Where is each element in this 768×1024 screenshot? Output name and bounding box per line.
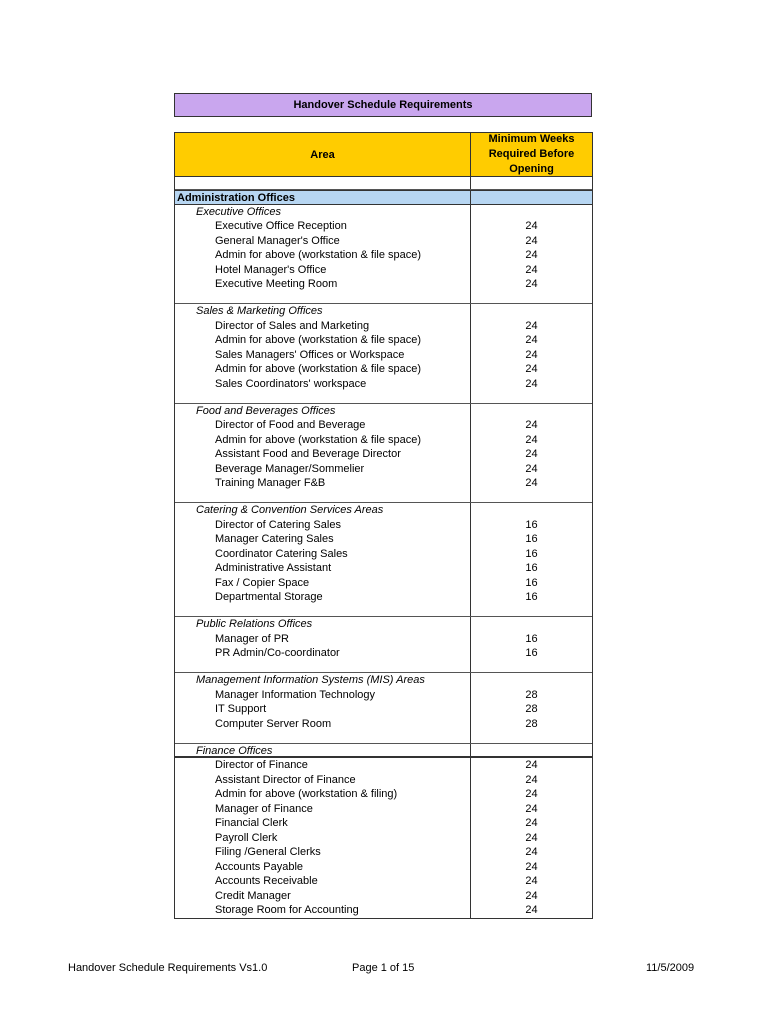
area-cell (175, 491, 471, 503)
weeks-cell (471, 191, 592, 204)
area-cell: Assistant Director of Finance (175, 773, 471, 788)
weeks-cell (471, 292, 592, 304)
weeks-cell (471, 661, 592, 673)
weeks-cell: 24 (525, 363, 538, 375)
area-cell (175, 177, 471, 189)
weeks-cell: 24 (525, 220, 538, 232)
area-cell: IT Support (175, 702, 471, 717)
table-row (175, 248, 592, 263)
area-cell: Assistant Food and Beverage Director (175, 447, 471, 462)
weeks-cell (471, 205, 592, 220)
weeks-cell: 16 (525, 647, 538, 659)
spacer-row (175, 391, 592, 404)
subsection-row (175, 404, 592, 419)
area-cell (175, 391, 471, 403)
subsection-row (175, 503, 592, 518)
table-row (175, 263, 592, 278)
weeks-cell: 16 (525, 533, 538, 545)
table-row (175, 717, 592, 732)
weeks-cell: 24 (525, 802, 538, 815)
table-row (175, 532, 592, 547)
table-row (175, 576, 592, 591)
weeks-cell: 28 (525, 717, 538, 730)
area-cell: Fax / Copier Space (175, 576, 471, 591)
area-cell: Credit Manager (175, 889, 471, 904)
weeks-cell (471, 304, 592, 319)
area-cell: Executive Meeting Room (175, 277, 471, 292)
table-row (175, 462, 592, 477)
subsection-row (175, 673, 592, 688)
table-row (175, 816, 592, 831)
weeks-cell: 24 (525, 846, 538, 858)
area-cell: Coordinator Catering Sales (175, 547, 471, 562)
area-cell: Director of Finance (175, 758, 471, 773)
table-row (175, 688, 592, 703)
table-row (175, 860, 592, 875)
area-cell: Manager Catering Sales (175, 532, 471, 547)
weeks-cell: 24 (525, 419, 538, 431)
table-row (175, 547, 592, 562)
table-row (175, 632, 592, 647)
table-row (175, 802, 592, 817)
section-row (175, 190, 592, 205)
area-cell: Administration Offices (175, 191, 471, 204)
table-row (175, 831, 592, 846)
weeks-cell: 24 (525, 377, 538, 390)
table-row (175, 702, 592, 717)
weeks-cell (471, 744, 592, 757)
table-row (175, 773, 592, 788)
table-row (175, 889, 592, 904)
weeks-cell: 16 (525, 547, 538, 560)
area-cell: Director of Food and Beverage (175, 418, 471, 433)
table-row (175, 561, 592, 576)
weeks-cell: 24 (525, 773, 538, 786)
footer-date: 11/5/2009 (646, 962, 695, 974)
weeks-cell: 24 (525, 234, 538, 247)
area-cell: General Manager's Office (175, 234, 471, 249)
weeks-cell (471, 404, 592, 419)
area-cell: Manager Information Technology (175, 688, 471, 703)
weeks-cell: 24 (525, 348, 538, 361)
weeks-cell (471, 731, 592, 743)
table-row (175, 277, 592, 292)
area-cell: Accounts Receivable (175, 874, 471, 889)
spacer-row (175, 292, 592, 305)
area-cell: Storage Room for Accounting (175, 903, 471, 918)
table-row (175, 348, 592, 363)
area-cell (175, 731, 471, 743)
area-cell (175, 292, 471, 304)
table-row (175, 333, 592, 348)
spacer-row (175, 661, 592, 674)
table-row (175, 903, 592, 918)
weeks-cell: 24 (525, 477, 538, 489)
area-cell: Finance Offices (175, 744, 471, 757)
area-cell: Payroll Clerk (175, 831, 471, 846)
weeks-cell: 24 (525, 319, 538, 332)
table-row (175, 418, 592, 433)
area-cell: Manager of PR (175, 632, 471, 647)
spacer-row (175, 491, 592, 504)
area-cell: Admin for above (workstation & filing) (175, 787, 471, 802)
table-row (175, 377, 592, 392)
area-cell (175, 661, 471, 673)
weeks-cell: 24 (525, 788, 538, 800)
area-cell: Admin for above (workstation & file space) (175, 362, 471, 377)
weeks-cell: 24 (525, 860, 538, 873)
table-row (175, 319, 592, 334)
weeks-cell: 24 (525, 817, 538, 829)
weeks-cell: 28 (525, 703, 538, 715)
weeks-cell: 24 (525, 889, 538, 902)
weeks-cell (471, 491, 592, 503)
area-cell: Director of Sales and Marketing (175, 319, 471, 334)
spacer-row (175, 177, 592, 190)
weeks-cell: 24 (525, 249, 538, 261)
weeks-cell: 16 (525, 591, 538, 603)
table-row (175, 219, 592, 234)
area-cell: Departmental Storage (175, 590, 471, 605)
area-cell: Sales Coordinators' workspace (175, 377, 471, 392)
weeks-cell: 24 (525, 759, 538, 771)
table-row (175, 234, 592, 249)
document-title: Handover Schedule Requirements (174, 93, 592, 117)
area-cell: Sales & Marketing Offices (175, 304, 471, 319)
area-cell: Executive Offices (175, 205, 471, 220)
weeks-cell: 24 (525, 263, 538, 276)
area-cell: Admin for above (workstation & file space) (175, 333, 471, 348)
weeks-cell: 24 (525, 433, 538, 446)
area-cell: Director of Catering Sales (175, 518, 471, 533)
weeks-cell: 16 (525, 576, 538, 589)
weeks-cell (471, 673, 592, 688)
weeks-cell (471, 503, 592, 518)
subsection-row (175, 744, 592, 759)
area-cell: PR Admin/Co-coordinator (175, 646, 471, 661)
table-row (175, 787, 592, 802)
footer-doc-name: Handover Schedule Requirements Vs1.0 (68, 962, 268, 974)
header-area: Area (175, 133, 471, 176)
area-cell: Financial Clerk (175, 816, 471, 831)
table-row (175, 874, 592, 889)
table-row (175, 447, 592, 462)
weeks-cell: 24 (525, 904, 538, 916)
area-cell: Admin for above (workstation & file space) (175, 248, 471, 263)
weeks-cell: 24 (525, 278, 538, 290)
weeks-cell: 24 (525, 334, 538, 346)
area-cell: Management Information Systems (MIS) Areas (175, 673, 471, 688)
area-cell: Sales Managers' Offices or Workspace (175, 348, 471, 363)
weeks-cell: 24 (525, 831, 538, 844)
table-row (175, 845, 592, 860)
table-row (175, 590, 592, 605)
area-cell: Hotel Manager's Office (175, 263, 471, 278)
subsection-row (175, 617, 592, 632)
weeks-cell (471, 605, 592, 617)
footer-page-number: Page 1 of 15 (352, 962, 415, 974)
weeks-cell: 24 (525, 462, 538, 475)
table-row (175, 646, 592, 661)
area-cell: Food and Beverages Offices (175, 404, 471, 419)
weeks-cell: 16 (525, 562, 538, 574)
weeks-cell: 24 (525, 448, 538, 460)
area-cell: Manager of Finance (175, 802, 471, 817)
area-cell: Accounts Payable (175, 860, 471, 875)
area-cell: Admin for above (workstation & file space) (175, 433, 471, 448)
spacer-row (175, 605, 592, 618)
weeks-cell: 28 (525, 688, 538, 701)
area-cell (175, 605, 471, 617)
table-row (175, 518, 592, 533)
header-min-weeks: Minimum Weeks Required Before Opening (488, 133, 575, 175)
area-cell: Administrative Assistant (175, 561, 471, 576)
table-row (175, 758, 592, 773)
table-row (175, 362, 592, 377)
area-cell: Executive Office Reception (175, 219, 471, 234)
table-row (175, 476, 592, 491)
subsection-row (175, 304, 592, 319)
spacer-row (175, 731, 592, 744)
weeks-cell: 16 (525, 518, 538, 531)
subsection-row (175, 205, 592, 220)
table-header (174, 132, 593, 177)
weeks-cell (471, 617, 592, 632)
weeks-cell: 16 (525, 632, 538, 645)
schedule-table (174, 177, 593, 919)
area-cell: Training Manager F&B (175, 476, 471, 491)
area-cell: Beverage Manager/Sommelier (175, 462, 471, 477)
area-cell: Public Relations Offices (175, 617, 471, 632)
area-cell: Catering & Convention Services Areas (175, 503, 471, 518)
weeks-cell (471, 177, 592, 189)
weeks-cell (471, 391, 592, 403)
area-cell: Computer Server Room (175, 717, 471, 732)
area-cell: Filing /General Clerks (175, 845, 471, 860)
weeks-cell: 24 (525, 875, 538, 887)
table-row (175, 433, 592, 448)
